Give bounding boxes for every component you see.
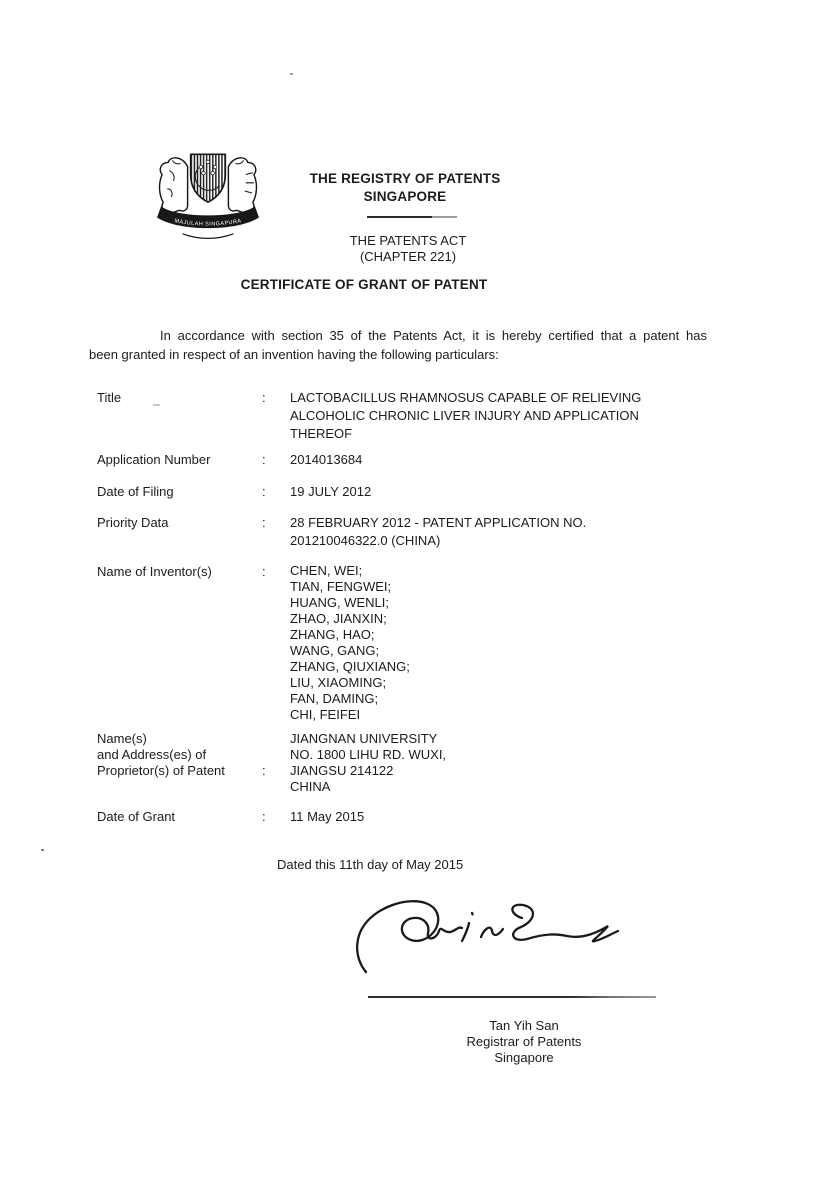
particulars-list: [97, 389, 725, 839]
field-label-line: Name(s): [97, 731, 147, 746]
certificate-title: CERTIFICATE OF GRANT OF PATENT: [240, 277, 488, 292]
field-value-line: 28 FEBRUARY 2012 - PATENT APPLICATION NO.: [290, 515, 587, 530]
field-label: [97, 563, 262, 581]
field-value: [290, 808, 725, 826]
field-value-line: CHEN, WEI;: [290, 563, 363, 578]
field-label-line: Date of Grant: [97, 809, 176, 824]
dated-line: Dated this 11th day of May 2015: [277, 857, 464, 872]
scan-artifact: [290, 73, 293, 75]
field-value-line: WANG, GANG;: [290, 643, 380, 658]
field-value-line: 2014013684: [290, 452, 363, 467]
field-row: [97, 389, 725, 443]
field-value-line: ZHAO, JIANXIN;: [290, 611, 387, 626]
field-label-line: Name of Inventor(s): [97, 564, 212, 579]
field-label-line: Application Number: [97, 452, 211, 467]
singapore-coat-of-arms-icon: [156, 146, 260, 240]
field-value-line: TIAN, FENGWEI;: [290, 579, 392, 594]
field-value-line: ZHANG, HAO;: [290, 627, 375, 642]
field-value-line: CHI, FEIFEI: [290, 707, 361, 722]
field-row: [97, 483, 725, 501]
intro-line-2: been granted in respect of an invention having the following particulars:: [89, 347, 499, 362]
field-colon: :: [262, 390, 266, 405]
field-value-line: JIANGSU 214122: [290, 763, 394, 778]
field-colon: :: [262, 564, 266, 579]
field-value-line: CHINA: [290, 779, 331, 794]
scan-artifact: [41, 849, 44, 851]
field-value: [290, 483, 725, 501]
field-label: [97, 514, 262, 532]
registry-place: SINGAPORE: [363, 189, 447, 204]
field-value: [290, 389, 725, 443]
field-row: [97, 563, 725, 723]
field-label: [97, 389, 262, 407]
field-label: [97, 483, 262, 501]
field-value-line: LIU, XIAOMING;: [290, 675, 387, 690]
intro-line-1: In accordance with section 35 of the Patents Act, it is hereby certified that a patent has: [160, 328, 707, 343]
field-label-line: Priority Data: [97, 515, 169, 530]
field-value-line: 19 JULY 2012: [290, 484, 372, 499]
field-row: [97, 514, 725, 550]
field-value-line: HUANG, WENLI;: [290, 595, 389, 610]
field-value-line: JIANGNAN UNIVERSITY: [290, 731, 438, 746]
field-label-line: Proprietor(s) of Patent: [97, 763, 225, 778]
scan-artifact: [153, 404, 160, 406]
tiger-supporter-icon: [228, 158, 256, 214]
field-colon: :: [262, 809, 266, 824]
crest-motto-text: MAJULAH SINGAPURA: [173, 218, 243, 228]
lion-supporter-icon: [160, 158, 188, 214]
field-value-line: 201210046322.0 (CHINA): [290, 533, 441, 548]
registrar-signature-icon: [350, 888, 622, 980]
field-value: [290, 514, 725, 550]
signatory-location: Singapore: [494, 1050, 554, 1065]
field-colon: :: [262, 515, 266, 530]
header-divider: [367, 216, 457, 218]
registry-name: THE REGISTRY OF PATENTS: [309, 171, 501, 186]
field-row: [97, 731, 725, 795]
field-label: [97, 731, 262, 779]
field-value: [290, 451, 725, 469]
field-value-line: NO. 1800 LIHU RD. WUXI,: [290, 747, 447, 762]
field-label-line: Title: [97, 390, 122, 405]
shield-icon: [191, 154, 226, 202]
field-value: [290, 563, 725, 723]
field-value: [290, 731, 725, 795]
field-row: [97, 808, 725, 826]
field-value-line: ALCOHOLIC CHRONIC LIVER INJURY AND APPLICATION: [290, 408, 639, 423]
field-colon: :: [262, 763, 266, 778]
act-header: [258, 233, 558, 265]
intro-paragraph: [89, 326, 707, 364]
signatory-title: Registrar of Patents: [466, 1034, 582, 1049]
field-label: [97, 808, 262, 826]
field-value-line: LACTOBACILLUS RHAMNOSUS CAPABLE OF RELIEVING: [290, 390, 642, 405]
field-label-line: and Address(es) of: [97, 747, 207, 762]
field-label-line: Date of Filing: [97, 484, 174, 499]
registry-header: [255, 170, 555, 206]
signatory-name: Tan Yih San: [489, 1018, 559, 1033]
signatory-block: [374, 1018, 674, 1066]
banner-tail-icon: [183, 234, 234, 239]
field-value-line: THEREOF: [290, 426, 353, 441]
act-title: THE PATENTS ACT: [349, 233, 467, 248]
field-value-line: FAN, DAMING;: [290, 691, 379, 706]
field-label: [97, 451, 262, 469]
field-colon: :: [262, 484, 266, 499]
field-value-line: ZHANG, QIUXIANG;: [290, 659, 410, 674]
field-row: [97, 451, 725, 469]
field-value-line: 11 May 2015: [290, 809, 365, 824]
act-chapter: (CHAPTER 221): [359, 249, 457, 264]
signature-rule: [368, 996, 656, 998]
field-colon: :: [262, 452, 266, 467]
